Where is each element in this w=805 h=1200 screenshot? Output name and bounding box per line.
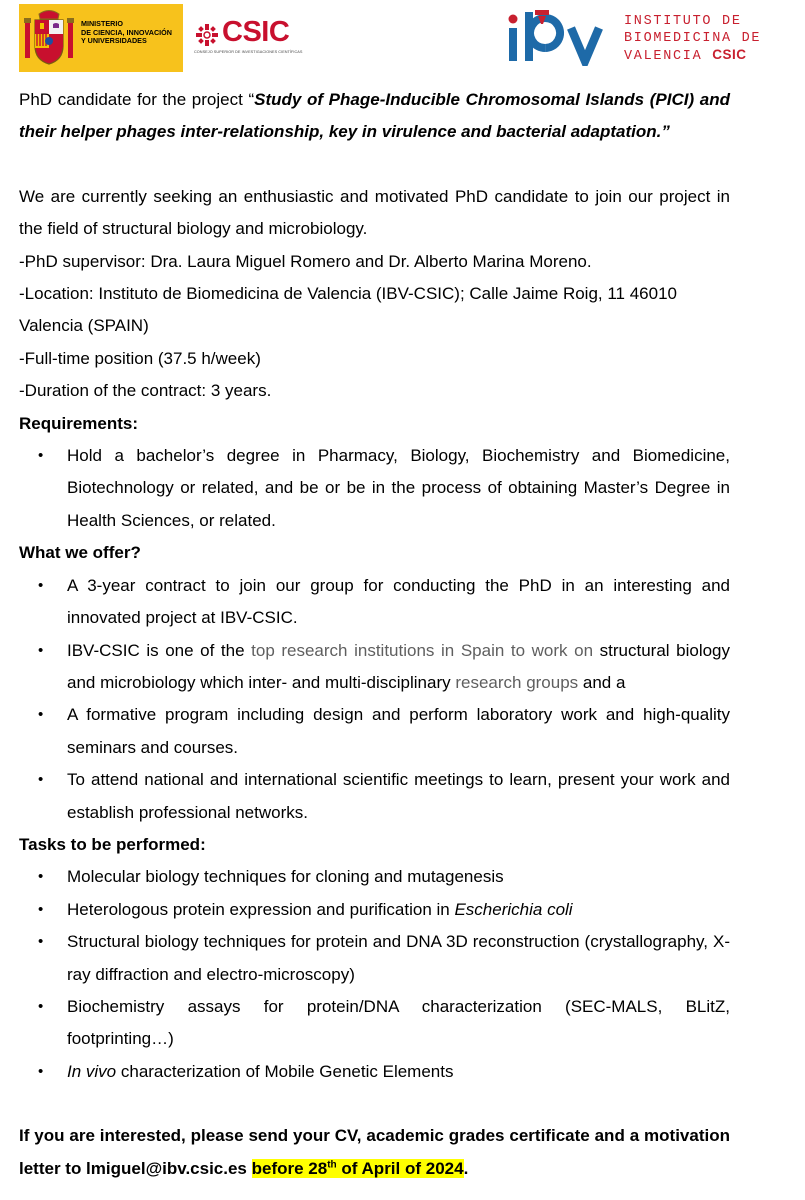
task-item-expression [19,894,730,926]
project-title [19,84,730,149]
ibv-name-csic: CSIC [712,47,747,62]
top-institutions-link[interactable]: top research institutions in Spain to work on [251,640,594,660]
ibv-name-line1: INSTITUTO DE [624,14,742,29]
research-groups-link[interactable]: research groups [455,672,579,692]
task-item-in-vivo [19,1056,730,1088]
application-instructions [19,1120,730,1185]
ibv-name-line2: BIOMEDICINA DE [624,30,762,46]
duration-line: -Duration of the contract: 3 years. [19,381,272,401]
requirements-heading: Requirements: [19,413,139,433]
closing-period: . [463,1158,469,1178]
ibv-logo [505,8,795,68]
position-line: -Full-time position (37.5 h/week) [19,348,261,368]
requirement-item: • Hold a bachelor’s degree in Pharmacy, Biology, Biochemistry and Biomedicine, Biotechnology or related, and be or be in the process of obtaining Master’s Degree in Health Sciences, or related. [19,440,730,537]
offer-item-meetings: • To attend national and international scientific meetings to learn, present your work and establish professional networks. [19,764,730,829]
offer-item-training: • A formative program including design and perform laboratory work and high-quality seminars and courses. [19,699,730,764]
deadline-ordinal: th [327,1158,337,1170]
deadline-text: before 28 [251,1158,328,1178]
ibv-wordmark-icon [505,8,615,66]
tasks-heading: Tasks to be performed: [19,834,206,854]
job-posting [19,84,730,1185]
task-in-vivo-text: characterization of Mobile Genetic Elements [116,1061,454,1081]
intro-paragraph: We are currently seeking an enthusiastic and motivated PhD candidate to join our project in the field of structural biology and microbiology. [19,186,730,239]
csic-emblem-icon [194,22,220,48]
spain-coat-of-arms-icon [23,8,75,68]
csic-wordmark: CSIC [222,16,290,48]
application-text: If you are interested, please send your CV, academic grades certificate and a motivation letter to lmiguel@ibv.csic.es [19,1126,730,1178]
ibv-name-valencia: VALENCIA [624,49,703,64]
offer-heading: What we offer? [19,543,141,563]
location-line: -Location: Instituto de Biomedicina de Valencia (IBV-CSIC); Calle Jaime Roig, 11 46010 Valencia (SPAIN) [19,284,677,336]
ministry-name: MINISTERIO DE CIENCIA, INNOVACIÓN Y UNIVERSIDADES [81,19,172,46]
task-expression-text: Heterologous protein expression and purification in [67,899,455,919]
offer-item-institution [19,635,730,700]
offer-item-institution-text: IBV-CSIC is one of the [67,640,252,660]
in-vivo-italic: In vivo [67,1061,117,1081]
supervisor-line: -PhD supervisor: Dra. Laura Miguel Romero and Dr. Alberto Marina Moreno. [19,251,592,271]
offer-item-institution-text-2: structural biology and microbiology which inter- and multi-disciplinary [67,640,731,692]
csic-subtitle: CONSEJO SUPERIOR DE INVESTIGACIONES CIENTÍFICAS [194,50,303,54]
deadline-text-2: of April of 2024 [336,1158,464,1178]
csic-logo [194,16,324,62]
deadline-highlight [252,1159,464,1178]
task-item-biochemistry: • Biochemistry assays for protein/DNA characterization (SEC-MALS, BLitZ, footprinting…) [19,991,730,1056]
task-item-structural: • Structural biology techniques for protein and DNA 3D reconstruction (crystallography, X-ray diffraction and electro-microscopy) [19,926,730,991]
project-name: Study of Phage-Inducible Chromosomal Islands (PICI) and their helper phages inter-relationship, key in virulence and bacterial adaptation.” [19,90,730,142]
header-logos [0,0,805,76]
requirements-list [19,440,730,537]
offer-item-contract: • A 3-year contract to join our group for conducting the PhD in an interesting and innovated project at IBV-CSIC. [19,570,730,635]
ministry-logo [19,4,183,72]
ibv-full-name [624,14,761,66]
offer-list [19,570,730,829]
title-prefix: PhD candidate for the project “ [19,90,255,109]
ibv-name-line3 [624,47,761,66]
tasks-list [19,861,730,1088]
offer-item-institution-text-3: and a [578,672,626,692]
e-coli-italic: Escherichia coli [454,899,573,919]
task-item-cloning: • Molecular biology techniques for cloning and mutagenesis [19,861,730,893]
